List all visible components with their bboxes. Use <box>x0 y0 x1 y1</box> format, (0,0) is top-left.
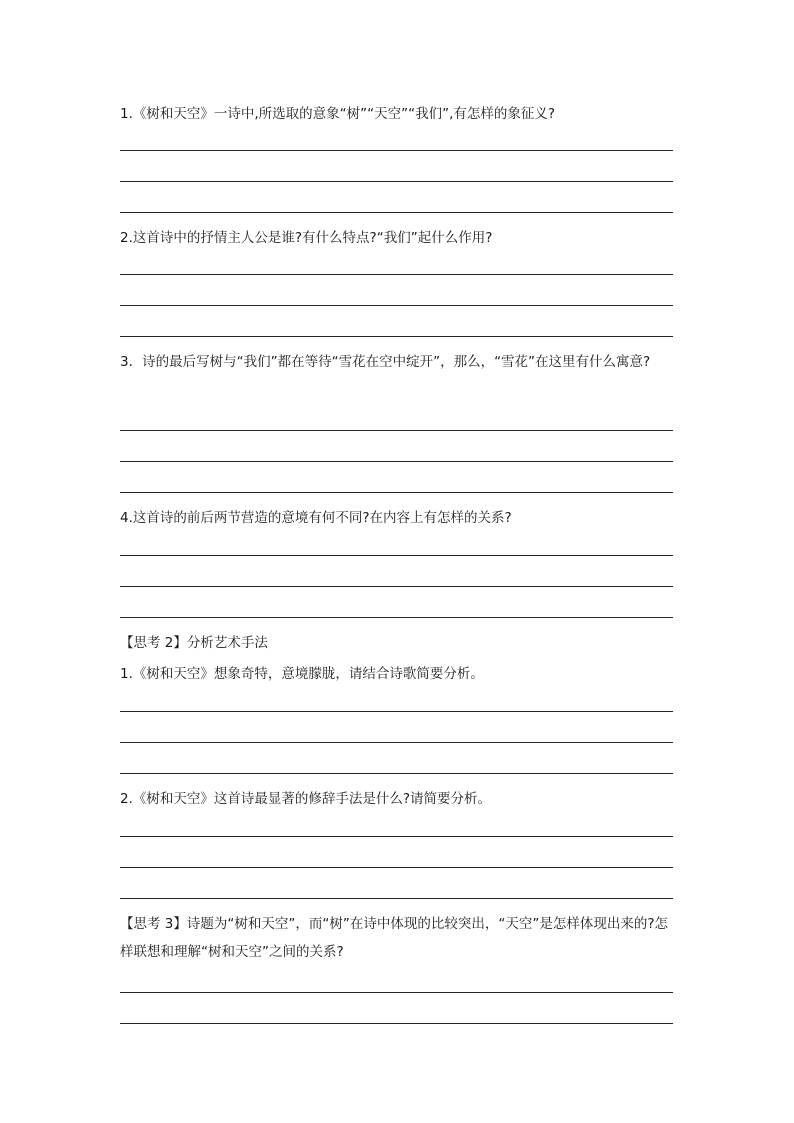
answer-line[interactable] <box>120 711 673 712</box>
answer-line[interactable] <box>120 461 673 462</box>
answer-line[interactable] <box>120 867 673 868</box>
think-2-question-2: 2.《树和天空》这首诗最显著的修辞手法是什么?请简要分析。 <box>120 791 492 807</box>
answer-line[interactable] <box>120 336 673 337</box>
answer-line[interactable] <box>120 898 673 899</box>
answer-line[interactable] <box>120 586 673 587</box>
answer-line[interactable] <box>120 212 673 213</box>
answer-line[interactable] <box>120 836 673 837</box>
question-2-lyric-subject: 2.这首诗中的抒情主人公是谁?有什么特点?“我们”起什么作用? <box>120 230 493 246</box>
answer-line[interactable] <box>120 617 673 618</box>
answer-line[interactable] <box>120 742 673 743</box>
answer-line[interactable] <box>120 492 673 493</box>
section-heading-think-3-question: 【思考 3】诗题为“树和天空”，而“树”在诗中体现的比较突出，“天空”是怎样体现出来的?怎样联想和理解“树和天空”之间的关系? <box>120 916 669 960</box>
answer-line[interactable] <box>120 305 673 306</box>
question-1-imagery-symbolism: 1.《树和天空》一诗中,所选取的意象“树”“天空”“我们”,有怎样的象征义? <box>120 106 556 122</box>
answer-line[interactable] <box>120 773 673 774</box>
answer-line[interactable] <box>120 555 673 556</box>
think-2-question-1: 1.《树和天空》想象奇特，意境朦胧，请结合诗歌简要分析。 <box>120 666 484 682</box>
answer-line[interactable] <box>120 274 673 275</box>
answer-line[interactable] <box>120 1023 673 1024</box>
section-heading-think-2: 【思考 2】分析艺术手法 <box>120 635 268 651</box>
answer-line[interactable] <box>120 992 673 993</box>
answer-line[interactable] <box>120 150 673 151</box>
answer-line[interactable] <box>120 430 673 431</box>
question-4-mood-comparison: 4.这首诗的前后两节营造的意境有何不同?在内容上有怎样的关系? <box>120 510 512 526</box>
question-3-snowflake-meaning: 3．诗的最后写树与“我们”都在等待“雪花在空中绽开”，那么，“雪花”在这里有什么寓意? <box>120 354 651 370</box>
answer-line[interactable] <box>120 181 673 182</box>
